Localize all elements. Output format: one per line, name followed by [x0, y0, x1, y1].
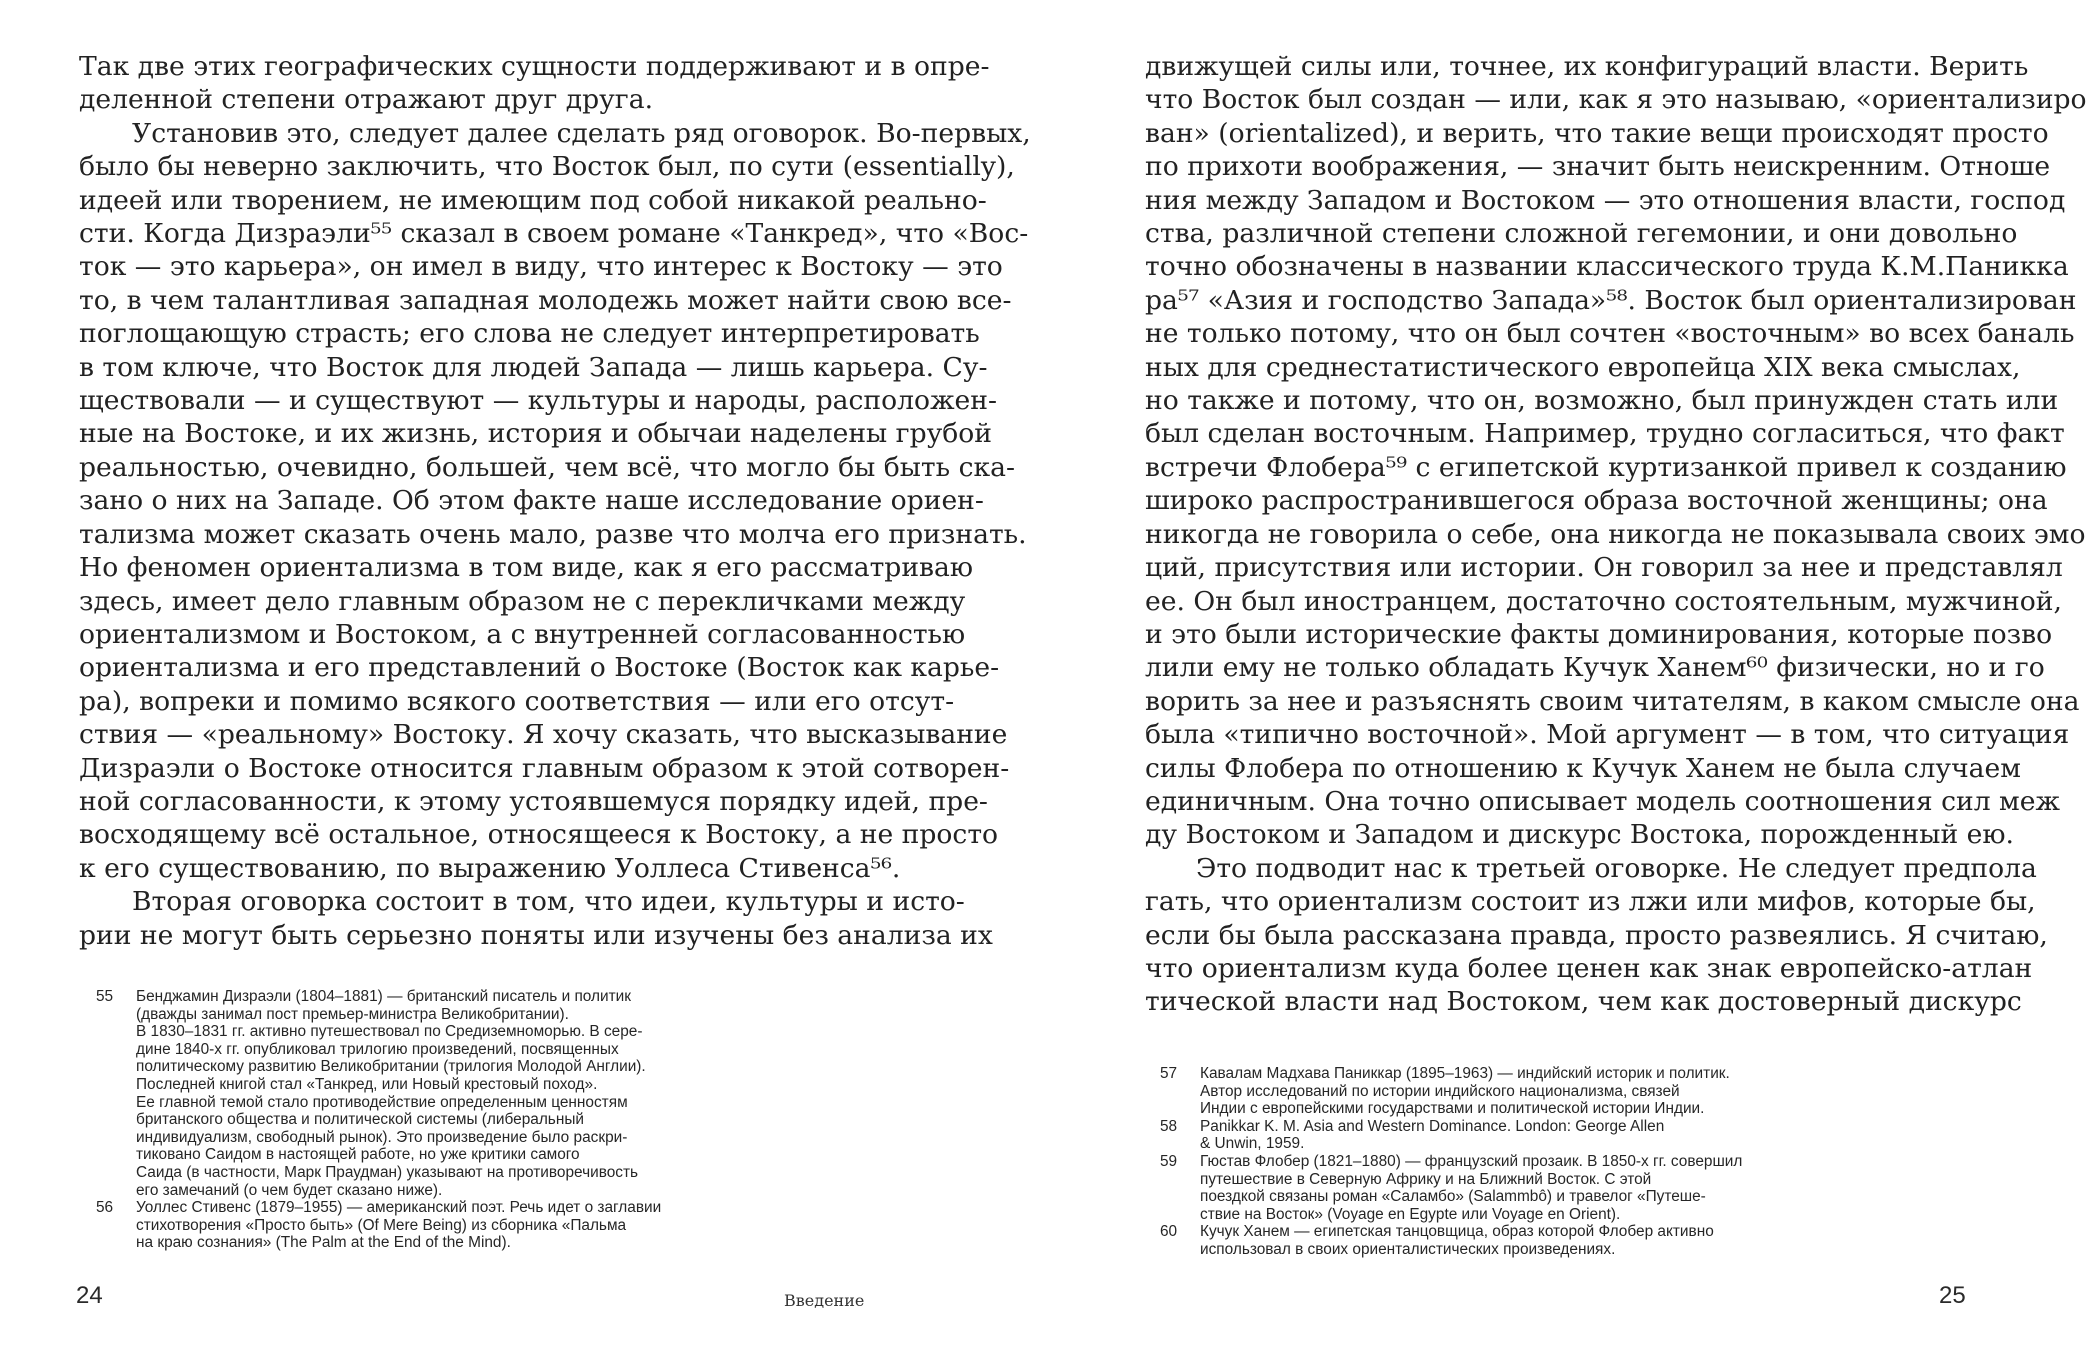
body-line: ра⁵⁷ «Азия и господство Запада»⁵⁸. Восток был ориентализирован — [1145, 284, 2077, 316]
footnote-number: 59 — [1160, 1152, 1178, 1170]
footnote-line: поездкой связаны роман «Саламбо» (Salammbô) и травелог «Путеше- — [1200, 1188, 1706, 1206]
footnote — [1160, 1153, 1940, 1223]
body-line: зано о них на Западе. Об этом факте наше исследование ориен- — [79, 485, 984, 517]
body-line: была «типично восточной». Мой аргумент — в том, что ситуация — [1145, 719, 2070, 751]
footnote-number: 55 — [96, 988, 114, 1005]
body-line: что Восток был создан — или, как я это называю, «ориентализиро — [1145, 84, 2087, 116]
footnote — [1160, 1065, 1940, 1118]
footnote-line: Последней книгой стал «Танкред, или Новый крестовый поход». — [136, 1075, 598, 1093]
page-number-left: 24 — [76, 1282, 103, 1309]
body-line: то, в чем талантливая западная молодежь может найти свою все- — [79, 284, 1012, 316]
body-line: ван» (orientalized), и верить, что такие вещи происходят просто — [1145, 117, 2049, 149]
body-line: Установив это, следует далее сделать ряд оговорок. Во-первых, — [132, 117, 1031, 149]
body-line: ее. Он был иностранцем, достаточно состоятельным, мужчиной, — [1145, 585, 2062, 617]
footnote-line: его замечаний (о чем будет сказано ниже). — [136, 1181, 443, 1199]
footnote-number: 60 — [1160, 1223, 1178, 1241]
footnote — [96, 1199, 886, 1252]
body-line: сти. Когда Дизраэли⁵⁵ сказал в своем романе «Танкред», что «Вос- — [79, 218, 1029, 250]
body-line: ства, различной степени сложной гегемонии, и они довольно — [1145, 218, 2018, 250]
body-line: ду Востоком и Западом и дискурс Востока, порожденный ею. — [1145, 819, 2014, 851]
body-line: но также и потому, что он, возможно, был принужден стать или — [1145, 385, 2059, 417]
body-line: тической власти над Востоком, чем как достоверный дискурс — [1145, 986, 2022, 1018]
body-line: если бы была рассказана правда, просто развеялись. Я считаю, — [1145, 919, 2048, 951]
footnote-line: стихотворения «Просто быть» (Of Mere Being) из сборника «Пальма — [136, 1216, 627, 1234]
body-line: что ориентализм куда более ценен как знак европейско-атлан — [1145, 952, 2033, 984]
body-line: лили ему не только обладать Кучук Ханем⁶⁰ физически, но и го — [1145, 652, 2045, 684]
running-head: Введение — [784, 1291, 865, 1310]
footnote-line: ствие на Восток» (Voyage en Egypte или Voyage en Orient). — [1200, 1205, 1621, 1223]
footnote-line: Кучук Ханем — египетская танцовщица, образ которой Флобер активно — [1200, 1223, 1714, 1241]
body-line: точно обозначены в названии классического труда К.М.Паникка — [1145, 251, 2069, 283]
footnote-line: путешествие в Северную Африку и на Ближний Восток. С этой — [1200, 1170, 1652, 1188]
body-line: ток — это карьера», он имел в виду, что интерес к Востоку — это — [79, 251, 1003, 283]
body-line: деленной степени отражают друг друга. — [79, 84, 654, 116]
body-line: ций, присутствия или истории. Он говорил за нее и представлял — [1145, 552, 2063, 584]
body-line: ной согласованности, к этому устоявшемуся порядку идей, пре- — [79, 785, 988, 817]
footnote-line: на краю сознания» (The Palm at the End of the Mind). — [136, 1234, 511, 1252]
footnote-line: Уоллес Стивенс (1879–1955) — американский поэт. Речь идет о заглавии — [136, 1199, 662, 1217]
footnote-line: индивидуализм, свободный рынок). Это произведение было раскри- — [136, 1128, 628, 1146]
footnote-line: Ее главной темой стало противодействие определенным ценностям — [136, 1093, 628, 1111]
body-line: ориентализма и его представлений о Востоке (Восток как карье- — [79, 652, 1000, 684]
footnote-line: британского общества и политической системы (либеральный — [136, 1111, 584, 1129]
body-line: Но феномен ориентализма в том виде, как я его рассматриваю — [79, 552, 974, 584]
footnote-line: Гюстав Флобер (1821–1880) — французский прозаик. В 1850-х гг. совершил — [1200, 1152, 1743, 1170]
body-line: Так две этих географических сущности поддерживают и в опре- — [79, 51, 990, 82]
body-line: по прихоти воображения, — значит быть неискренним. Отноше — [1145, 151, 2051, 183]
body-line: ные на Востоке, и их жизнь, история и обычаи наделены грубой — [79, 418, 993, 450]
footnote-line: тиковано Саидом в настоящей работе, но уже критики самого — [136, 1146, 580, 1164]
right-footnotes — [1160, 1065, 1940, 1259]
footnote-line: дине 1840-х гг. опубликовал трилогию произведений, посвященных — [136, 1040, 619, 1058]
body-line: к его существованию, по выражению Уоллеса Стивенса⁵⁶. — [79, 852, 901, 884]
left-footnotes — [96, 988, 886, 1252]
body-line: здесь, имеет дело главным образом не с перекличками между — [79, 585, 966, 617]
body-line: Дизраэли о Востоке относится главным образом к этой сотворен- — [79, 752, 1010, 784]
footnote-line: Бенджамин Дизраэли (1804–1881) — британский писатель и политик — [136, 988, 631, 1005]
footnote-number: 58 — [1160, 1117, 1178, 1135]
body-line: ра), вопреки и помимо всякого соответствия — или его отсут- — [79, 685, 955, 717]
body-line: никогда не говорила о себе, она никогда не показывала своих эмо — [1145, 518, 2086, 550]
body-line: ществовали — и существуют — культуры и народы, расположен- — [79, 385, 997, 417]
body-line: Вторая оговорка состоит в том, что идеи, культуры и исто- — [132, 886, 965, 918]
body-line: ворить за нее и разъяснять своим читателям, в каком смысле она — [1145, 685, 2080, 717]
body-line: не только потому, что он был сочтен «восточным» во всех баналь — [1145, 318, 2075, 350]
body-line: Это подводит нас к третьей оговорке. Не следует предпола — [1196, 852, 2037, 884]
footnote-number: 57 — [1160, 1065, 1178, 1082]
body-line: тализма может сказать очень мало, разве что молча его признать. — [79, 518, 1027, 550]
body-line: восходящему всё остальное, относящееся к Востоку, а не просто — [79, 819, 999, 851]
body-line: единичным. Она точно описывает модель соотношения сил меж — [1145, 785, 2060, 817]
footnote-line: В 1830–1831 гг. активно путешествовал по Средиземноморью. В сере- — [136, 1023, 643, 1041]
right-body-text — [1145, 50, 2087, 1019]
body-line: реальностью, очевидно, большей, чем всё, что могло бы быть ска- — [79, 451, 1015, 483]
footnote-line: Кавалам Мадхава Паниккар (1895–1963) — индийский историк и политик. — [1200, 1065, 1730, 1082]
body-line: гать, что ориентализм состоит из лжи или мифов, которые бы, — [1145, 886, 2036, 918]
footnote-line: использовал в своих ориенталистических произведениях. — [1200, 1240, 1616, 1258]
page-number-right: 25 — [1939, 1282, 1966, 1309]
body-line: силы Флобера по отношению к Кучук Ханем не была случаем — [1145, 752, 2021, 784]
body-line: и это были исторические факты доминирования, которые позво — [1145, 618, 2053, 650]
footnote — [96, 988, 886, 1199]
footnote — [1160, 1118, 1940, 1153]
footnote-line: Автор исследований по истории индийского национализма, связей — [1200, 1082, 1680, 1100]
body-line: ствия — «реальному» Востоку. Я хочу сказать, что высказывание — [79, 719, 1008, 751]
body-line: встречи Флобера⁵⁹ с египетской куртизанкой привел к созданию — [1145, 451, 2067, 483]
body-line: поглощающую страсть; его слова не следует интерпретировать — [79, 318, 980, 350]
body-line: было бы неверно заключить, что Восток был, по сути (essentially), — [79, 151, 1015, 183]
right-page — [1000, 0, 2087, 1351]
body-line: ных для среднестатистического европейца XIX века смыслах, — [1145, 351, 2021, 383]
left-body-text — [79, 50, 1031, 952]
body-line: был сделан восточным. Например, трудно согласиться, что факт — [1145, 418, 2065, 450]
body-line: широко распространившегося образа восточной женщины; она — [1145, 485, 2048, 517]
footnote-number: 56 — [96, 1199, 114, 1217]
footnote — [1160, 1223, 1940, 1258]
footnote-line: Panikkar K. M. Asia and Western Dominance. London: George Allen — [1200, 1117, 1665, 1135]
footnote-line: (дважды занимал пост премьер-министра Великобритании). — [136, 1005, 569, 1023]
body-line: идеей или творением, не имеющим под собой никакой реально- — [79, 184, 987, 216]
footnote-line: Индии с европейскими государствами и политической истории Индии. — [1200, 1100, 1705, 1118]
footnote-line: политическому развитию Великобритании (трилогия Молодой Англии). — [136, 1058, 646, 1076]
body-line: рии не могут быть серьезно поняты или изучены без анализа их — [79, 919, 993, 951]
body-line: в том ключе, что Восток для людей Запада — лишь карьера. Су- — [79, 351, 988, 383]
body-line: ния между Западом и Востоком — это отношения власти, господ — [1145, 184, 2066, 216]
body-line: движущей силы или, точнее, их конфигураций власти. Верить — [1145, 51, 2029, 82]
footnote-line: & Unwin, 1959. — [1200, 1135, 1305, 1153]
footnote-line: Саида (в частности, Марк Праудман) указывают на противоречивость — [136, 1163, 639, 1181]
body-line: ориентализмом и Востоком, а с внутренней согласованностью — [79, 618, 966, 650]
left-page — [0, 0, 1031, 1351]
